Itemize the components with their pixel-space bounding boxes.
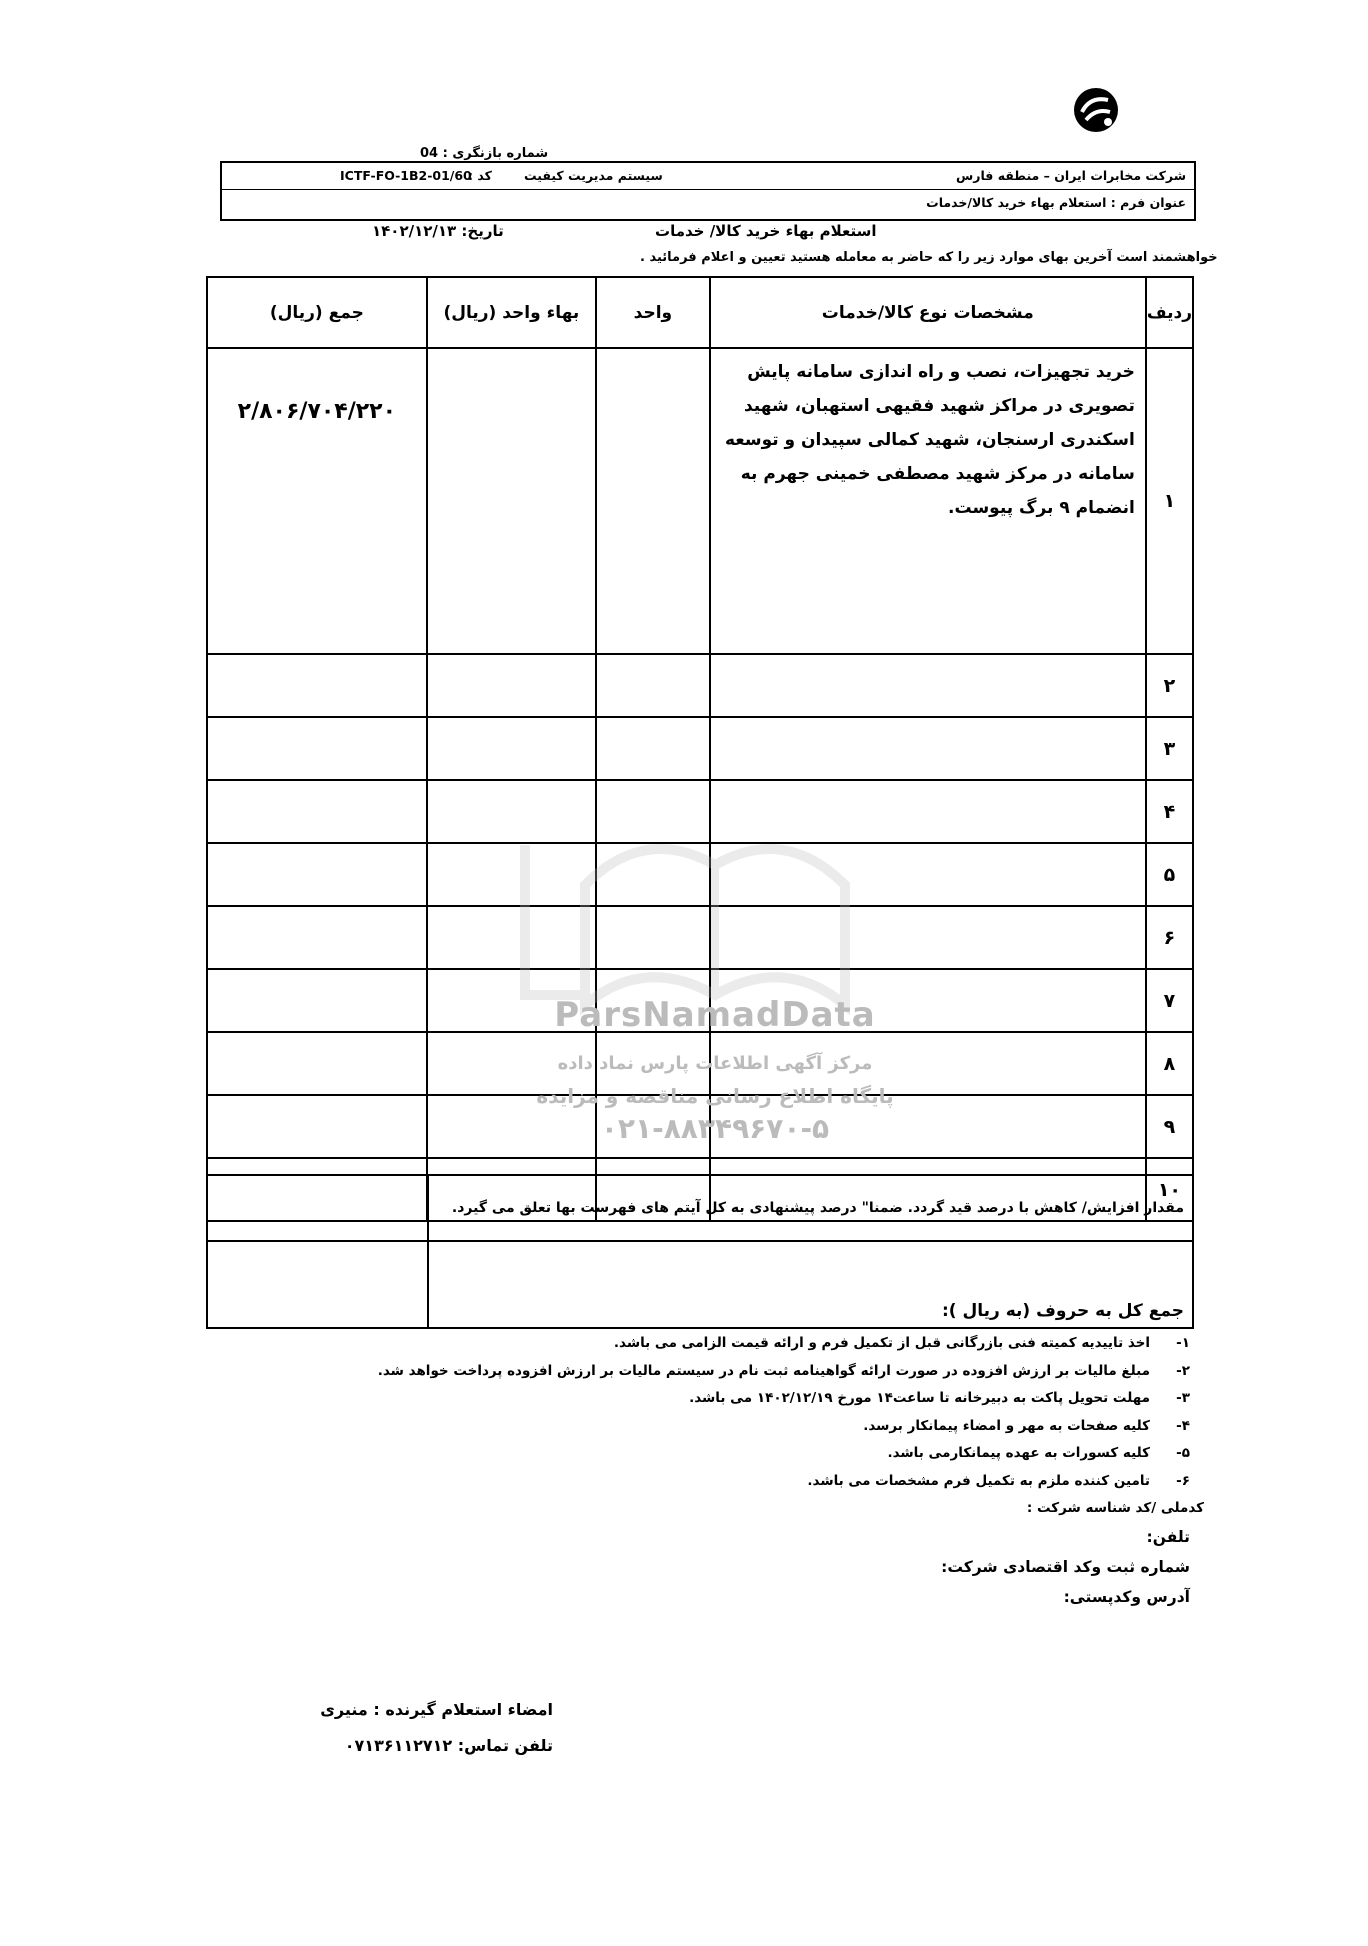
list-item: ۱-اخذ تاییدیه کمیته فنی بازرگانی قبل از تکمیل فرم و ارائه قیمت الزامی می باشد. (613, 1335, 1190, 1351)
revision-number: شماره بازنگری : 04 (420, 146, 549, 161)
system-name: سیستم مدیریت کیفیت (524, 168, 663, 183)
total-in-words: جمع کل به حروف (به ریال ): (428, 1241, 1193, 1328)
increase-decrease-note: مقدار افزایش/ کاهش با درصد قید گردد. ضمنا" درصد پیشنهادی به کل آیتم های فهرست بها تعلق می گیرد. (428, 1175, 1193, 1241)
company-logo (1068, 82, 1124, 138)
list-item: ۶-تامین کننده ملزم به تکمیل فرم مشخصات می باشد. (807, 1472, 1190, 1489)
signer-name: امضاء استعلام گیرنده : منیری (320, 1700, 553, 1719)
company-name: شرکت مخابرات ایران – منطقه فارس (956, 168, 1186, 183)
row-unit (596, 348, 710, 654)
table-row (207, 654, 1193, 717)
list-item: ۲-مبلغ مالیات بر ارزش افزوده در صورت ارائه گواهینامه ثبت نام در سیستم مالیات بر ارزش افزوده پرداخت خواهد شد. (377, 1362, 1190, 1379)
table-row (207, 717, 1193, 780)
row-number: ۹ (1146, 1095, 1193, 1158)
table-row (207, 1095, 1193, 1158)
row-number: ۳ (1146, 717, 1193, 780)
total-in-words-value (207, 1241, 428, 1328)
row-number: ۱۰ (1146, 1158, 1193, 1221)
table-row (207, 780, 1193, 843)
row-number: ۶ (1146, 906, 1193, 969)
watermark-line1: مرکز آگهی اطلاعات پارس نماد داده (557, 1053, 873, 1074)
table-row (207, 348, 1193, 654)
header-row-number: ردیف (1146, 277, 1193, 348)
watermark-brand: ParsNamadData (554, 995, 876, 1035)
contact-info (941, 1522, 1190, 1612)
table-row (207, 1032, 1193, 1095)
header-unit-price: بهاء واحد (ریال) (427, 277, 596, 348)
row-number: ۱ (1146, 348, 1193, 654)
signature-block (320, 1692, 553, 1764)
date: تاریخ: ۱۴۰۲/۱۲/۱۳ (372, 222, 504, 240)
table-header (207, 277, 1193, 348)
watermark-phone: ۰۲۱-۸۸۳۴۹۶۷۰-۵ (600, 1112, 830, 1145)
row-unit-price (427, 348, 596, 654)
footer-table (206, 1174, 1194, 1329)
increase-decrease-value (207, 1175, 428, 1241)
table-row (207, 906, 1193, 969)
form-title: عنوان فرم : استعلام بهاء خرید کالا/خدمات (926, 195, 1186, 210)
notes-list (377, 1330, 1204, 1523)
address-label: آدرس وکدپستی: (1063, 1588, 1190, 1606)
row-total: ۲/۸۰۶/۷۰۴/۲۲۰ (207, 348, 427, 654)
form-code: ICTF-FO-1B2-01/60 (340, 168, 472, 183)
signer-phone: تلفن تماس: ۰۷۱۳۶۱۱۲۷۱۲ (344, 1736, 553, 1755)
request-text: خواهشمند است آخرین بهای موارد زیر را که حاضر به معامله هستید تعیین و اعلام فرمائید . (640, 250, 1218, 265)
list-item: ۴-کلیه صفحات به مهر و امضاء پیمانکار برسد. (863, 1417, 1190, 1434)
form-header (220, 161, 1196, 221)
row-number: ۴ (1146, 780, 1193, 843)
watermark-line2: پایگاه اطلاع رسانی مناقصه و مزایده (536, 1084, 894, 1108)
header-total: جمع (ریال) (207, 277, 427, 348)
row-description: خرید تجهیزات، نصب و راه اندازی سامانه پایش تصویری در مراکز شهید فقیهی استهبان، شهید اسکندری ارسنجان، شهید کمالی سپیدان و توسعه سامانه در مرکز شهید مصطفی خمینی جهرم به انضمام ۹ برگ پیوست. (724, 362, 1135, 518)
list-item: ۵-کلیه کسورات به عهده پیمانکارمی باشد. (887, 1445, 1190, 1461)
row-number: ۵ (1146, 843, 1193, 906)
table-row (207, 969, 1193, 1032)
code-label: کد : (468, 168, 492, 183)
header-description: مشخصات نوع کالا/خدمات (710, 277, 1146, 348)
row-number: ۷ (1146, 969, 1193, 1032)
items-table (206, 276, 1194, 1222)
registration-label: شماره ثبت وکد اقتصادی شرکت: (941, 1558, 1190, 1576)
row-number: ۸ (1146, 1032, 1193, 1095)
page-title: استعلام بهاء خرید کالا/ خدمات (655, 222, 877, 240)
phone-label: تلفن: (1146, 1528, 1190, 1546)
header-unit: واحد (596, 277, 710, 348)
list-item: ۳-مهلت تحویل پاکت به دبیرخانه تا ساعت۱۴ مورخ ۱۴۰۲/۱۲/۱۹ می باشد. (689, 1390, 1190, 1406)
row-number: ۲ (1146, 654, 1193, 717)
table-row (207, 843, 1193, 906)
company-id-label: کدملی /کد شناسه شرکت : (1026, 1500, 1204, 1516)
